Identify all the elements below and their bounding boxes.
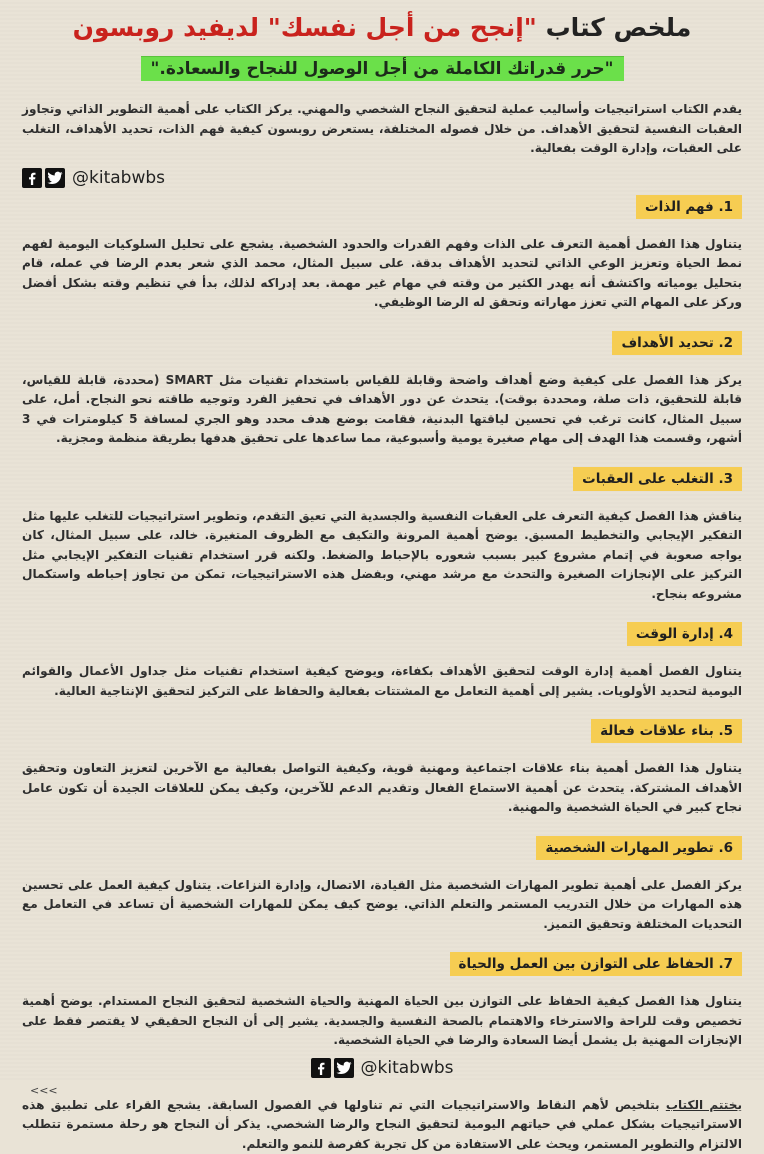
social-handle-bottom	[22, 1055, 742, 1081]
facebook-icon	[311, 1058, 331, 1078]
social-handle-text: @kitabwbs	[361, 1058, 454, 1078]
section-label: 2. تحديد الأهداف	[612, 331, 742, 355]
title-prefix: ملخص كتاب	[546, 13, 692, 42]
social-handle-text: @kitabwbs	[72, 168, 165, 188]
arrows-marker: <<<	[22, 1084, 742, 1096]
section-label: 5. بناء علاقات فعالة	[591, 719, 742, 743]
section-body: يتناول هذا الفصل كيفية الحفاظ على التوازن بين الحياة المهنية والحياة الشخصية لتحقيق النجاح المستدام. يوضح أهمية تخصيص وقت للراحة والاسترخاء والاهتمام بالصحة النفسية والجسدية. يشير إلى أن النجاح الحقيقي لا يقتصر فقط على الإنجازات المهنية بل يشمل أيضا السعادة والرضا في الحياة الشخصية.	[22, 992, 742, 1051]
title-book-name: "إنجح من أجل نفسك"	[268, 13, 537, 42]
conclusion-paragraph	[22, 1096, 742, 1154]
section-body: يركز هذا الفصل على كيفية وضع أهداف واضحة وقابلة للقياس باستخدام تقنيات مثل SMART (محددة، قابلة للقياس، قابلة للتحقيق، ذات صلة، ومحددة بوقت). يتحدث عن دور الأهداف في تحفيز الفرد وتوجيه طاقته نحو النجاح. أمل، على سبيل المثال، كانت ترغب في تحسين لياقتها البدنية، فقامت بوضع هدف محدد وهو الجري لمسافة 5 كيلومترات في 3 أشهر، وقسمت هذا الهدف إلى مهام صغيرة يومية وأسبوعية، مما ساعدها على تحقيق هدفها بطريقة منظمة ومجزية.	[22, 371, 742, 449]
section-body: يتناول الفصل أهمية إدارة الوقت لتحقيق الأهداف بكفاءة، ويوضح كيفية استخدام تقنيات مثل جداول الأعمال والقوائم اليومية لتحديد الأولويات. يشير إلى أهمية التعامل مع المشتتات بفعالية والحفاظ على التركيز لتحقيق الإنتاجية العالية.	[22, 662, 742, 701]
section-label: 3. التغلب على العقبات	[573, 467, 742, 491]
title-author: لديفيد روبسون	[73, 13, 259, 42]
twitter-icon	[45, 168, 65, 188]
section-heading-5	[22, 719, 742, 745]
section-label: 6. تطوير المهارات الشخصية	[536, 836, 742, 860]
section-heading-3	[22, 467, 742, 493]
section-body: يركز الفصل على أهمية تطوير المهارات الشخصية مثل القيادة، الاتصال، وإدارة النزاعات. يتناول كيفية العمل على تحسين هذه المهارات من خلال التدريب المستمر والتعلم الذاتي. يوضح كيف يمكن للمهارات الشخصية أن تساعد في التعامل مع التحديات المختلفة وتحقيق التميز.	[22, 876, 742, 935]
section-heading-1	[22, 195, 742, 221]
tagline: "حرر قدراتك الكاملة من أجل الوصول للنجاح والسعادة."	[141, 56, 624, 81]
section-body: يتناول هذا الفصل أهمية بناء علاقات اجتماعية ومهنية قوية، وكيفية التواصل بفعالية مع الآخرين لتعزيز التعاون وتحقيق الأهداف المشتركة. يتحدث عن أهمية الاستماع الفعال وتقديم الدعم للآخرين، وكيف يمكن للعلاقات الجيدة أن تكون عامل نجاح كبير في الحياة الشخصية والمهنية.	[22, 759, 742, 818]
facebook-icon	[22, 168, 42, 188]
section-label: 1. فهم الذات	[636, 195, 742, 219]
section-heading-7	[22, 952, 742, 978]
section-heading-4	[22, 622, 742, 648]
page-title	[22, 8, 742, 48]
section-heading-6	[22, 836, 742, 862]
tagline-container	[22, 56, 742, 82]
conclusion-lead: يختتم الكتاب	[666, 1098, 742, 1112]
social-handle-top	[22, 165, 742, 191]
twitter-icon	[334, 1058, 354, 1078]
section-label: 7. الحفاظ على التوازن بين العمل والحياة	[450, 952, 742, 976]
section-body: يناقش هذا الفصل كيفية التعرف على العقبات النفسية والجسدية التي تعيق التقدم، وتطوير استراتيجيات للتغلب عليها مثل التفكير الإيجابي والتخطيط المسبق. يوضح أهمية المرونة والتكيف مع الظروف المتغيرة. خالد، على سبيل المثال، كان يواجه صعوبة في إتمام مشروع كبير بسبب شعوره بالإحباط والضغط. ولكنه قرر استخدام تقنيات التفكير الإيجابي مثل التركيز على الإنجازات الصغيرة والتحدث مع مرشد مهني، وبفضل هذه الاستراتيجيات، تمكن من تجاوز إحباطه واستكمال مشروعه بنجاح.	[22, 507, 742, 605]
section-heading-2	[22, 331, 742, 357]
intro-paragraph: يقدم الكتاب استراتيجيات وأساليب عملية لتحقيق النجاح الشخصي والمهني. يركز الكتاب على أهمية التطوير الذاتي وتجاوز العقبات النفسية لتحقيق الأهداف. من خلال فصوله المختلفة، يستعرض روبسون كيفية فهم الذات، تحديد الأهداف، التغلب على العقبات، وإدارة الوقت بفعالية.	[22, 100, 742, 159]
section-label: 4. إدارة الوقت	[627, 622, 742, 646]
section-body: يتناول هذا الفصل أهمية التعرف على الذات وفهم القدرات والحدود الشخصية. يشجع على تحليل السلوكيات اليومية لفهم نمط الحياة وتعزيز الوعي الذاتي لتحديد الأهداف بدقة. على سبيل المثال، محمد الذي شعر بعدم الرضا في عمله، قام بتحليل يومياته واكتشف أنه يهدر الكثير من وقته في مهام غير مهمة. بعد إدراكه لذلك، بدأ في تنظيم وقته بشكل أفضل وركز على المهام التي تعزز مهاراته وتحقق له الرضا الوظيفي.	[22, 235, 742, 313]
conclusion-body: بتلخيص لأهم النقاط والاستراتيجيات التي تم تناولها في الفصول السابقة. يشجع القراء على تطبيق هذه الاستراتيجيات بشكل عملي في حياتهم اليومية لتحقيق النجاح والرضا الشخصي. يذكر أن النجاح هو رحلة مستمرة تتطلب الالتزام والتطوير المستمر، ويحث على الاستفادة من كل تجربة كفرصة للنمو والتعلم.	[22, 1098, 742, 1151]
